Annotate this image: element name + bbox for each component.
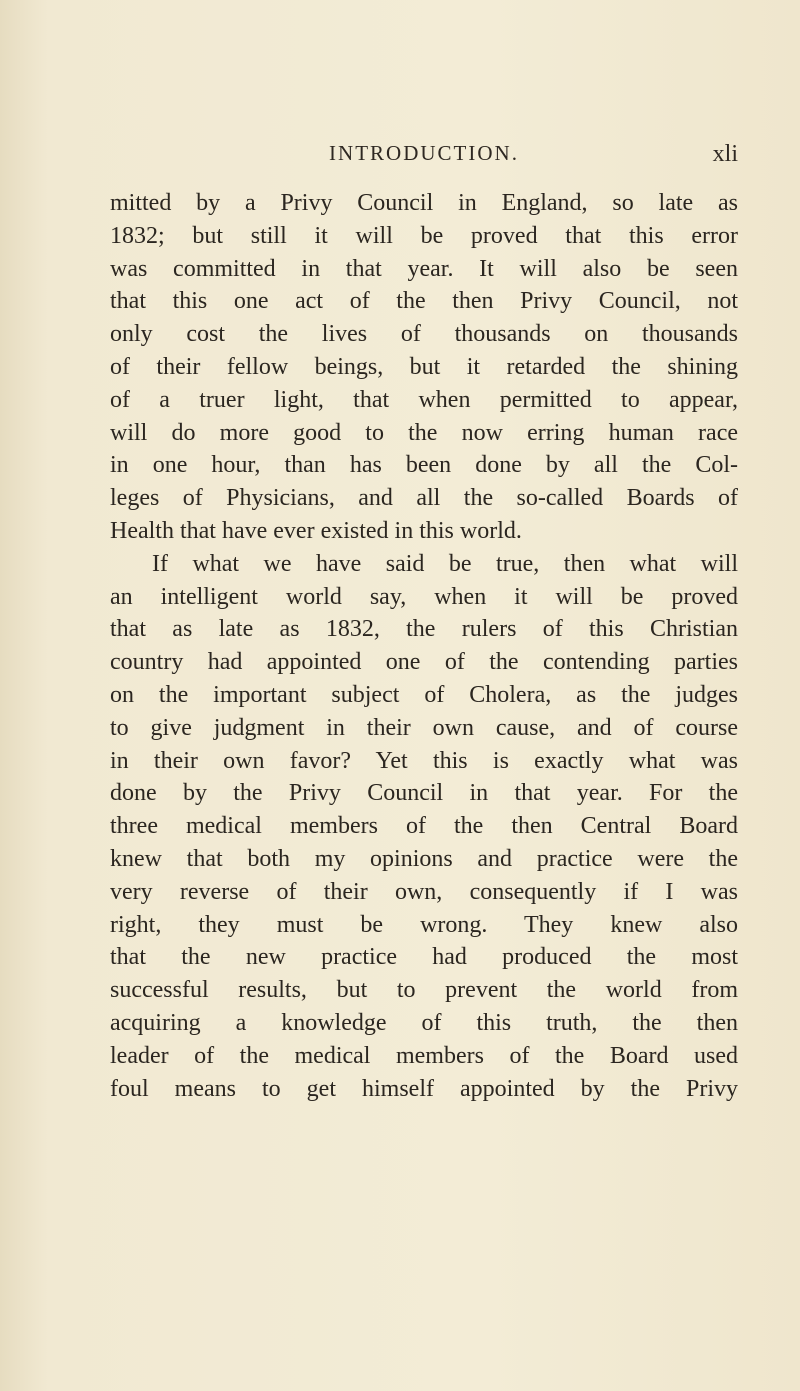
text-line: leader of the medical members of the Board used	[110, 1042, 738, 1069]
text-line: in their own favor? Yet this is exactly what was	[110, 747, 738, 774]
page-number: xli	[712, 141, 738, 167]
running-title: INTRODUCTION.	[329, 141, 519, 165]
text-line: knew that both my opinions and practice were the	[110, 845, 738, 872]
text-line: done by the Privy Council in that year. For the	[110, 780, 738, 807]
text-line: of their fellow beings, but it retarded the shining	[110, 353, 738, 380]
text-line: only cost the lives of thousands on thousands	[110, 321, 738, 348]
text-line: that this one act of the then Privy Council, not	[110, 288, 738, 315]
text-line: right, they must be wrong. They knew also	[110, 911, 738, 938]
text-line: to give judgment in their own cause, and of course	[110, 714, 738, 741]
running-head	[110, 141, 738, 171]
text-line: 1832; but still it will be proved that this error	[110, 222, 738, 249]
text-line: If what we have said be true, then what will	[152, 550, 738, 577]
text-line: that the new practice had produced the most	[110, 944, 738, 971]
text-line: acquiring a knowledge of this truth, the then	[110, 1009, 738, 1036]
text-line: leges of Physicians, and all the so-called Boards of	[110, 485, 738, 512]
text-line: Health that have ever existed in this world.	[110, 517, 522, 544]
text-line: was committed in that year. It will also be seen	[110, 255, 738, 282]
text-line: will do more good to the now erring human race	[110, 419, 738, 446]
text-line: on the important subject of Cholera, as the judges	[110, 681, 738, 708]
text-line: that as late as 1832, the rulers of this Christian	[110, 616, 738, 643]
text-line: foul means to get himself appointed by the Privy	[110, 1075, 738, 1102]
text-line: an intelligent world say, when it will be proved	[110, 583, 738, 610]
text-line: very reverse of their own, consequently if I was	[110, 878, 738, 905]
text-line: mitted by a Privy Council in England, so late as	[110, 190, 738, 216]
text-line: of a truer light, that when permitted to appear,	[110, 386, 738, 413]
body-text	[110, 187, 738, 1105]
text-line: three medical members of the then Central Board	[110, 813, 738, 840]
text-line: country had appointed one of the contending parties	[110, 649, 738, 676]
text-line: in one hour, than has been done by all the Col-	[110, 452, 738, 479]
text-line: successful results, but to prevent the world from	[110, 977, 738, 1004]
